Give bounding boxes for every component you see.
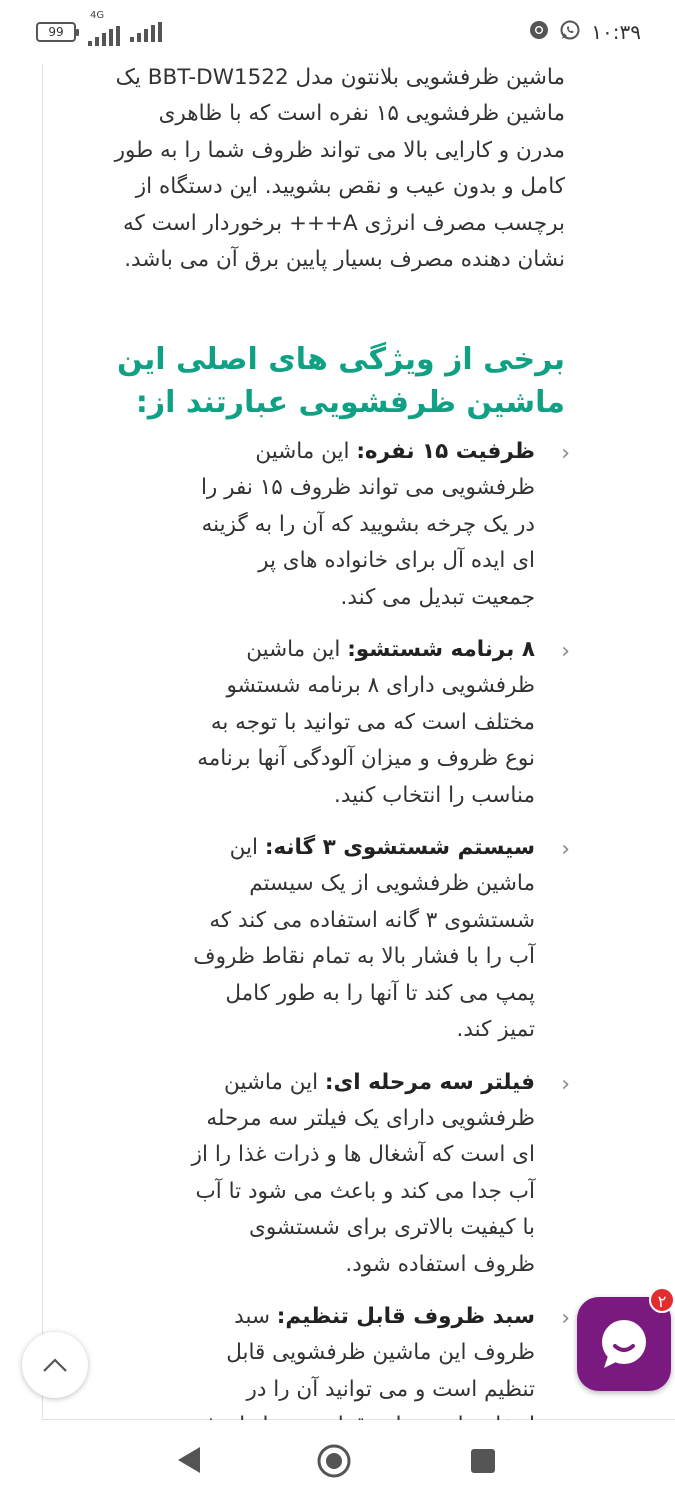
- feature-title: سبد ظروف قابل تنظیم:: [276, 1303, 535, 1329]
- chevron-left-icon: ‹: [561, 639, 570, 665]
- feature-title: ظرفیت ۱۵ نفره:: [356, 439, 535, 464]
- intro-paragraph: ماشین ظرفشویی بلانتون مدل BBT-DW1522 یک ماشین ظرفشویی ۱۵ نفره است که با ظاهری مدرن و کارایی بالا می تواند ظروف شما را به طور کامل و بدون عیب و نقص بشویید. این دستگاه از برچسب مصرف انرژی A+++ برخوردار است که نشان دهنده مصرف بسیار پایین برق آن می باشد.: [114, 65, 565, 273]
- feature-text: این ماشین ظرفشویی از یک سیستم شستشوی ۳ گانه استفاده می کند که آب را با فشار بالا به تمام نقاط ظروف پمپ می کند تا آنها را به طور کامل تمیز کند.: [193, 835, 535, 1043]
- feature-text: این ماشین ظرفشویی دارای ۸ برنامه شستشو مختلف است که می توانید با توجه به نوع ظروف و میزان آلودگی آنها برنامه مناسب را انتخاب کنید.: [197, 637, 535, 808]
- article-body: [0, 56, 675, 1420]
- chevron-left-icon: ‹: [561, 837, 570, 863]
- feature-text: سبد ظروف این ماشین ظرفشویی قابل تنظیم است و می توانید آن را در: [226, 1303, 535, 1402]
- whatsapp-icon: [559, 19, 581, 45]
- network-type: 4G: [90, 10, 105, 21]
- list-item: [190, 1065, 570, 1283]
- chevron-left-icon: ‹: [561, 1071, 570, 1097]
- status-bar: [0, 0, 675, 64]
- feature-title: ۸ برنامه شستشو:: [347, 637, 535, 663]
- features-heading: برخی از ویژگی های اصلی این ماشین ظرفشویی عبارتند از:: [116, 342, 565, 420]
- chevron-left-icon: ‹: [561, 1305, 570, 1331]
- chat-bubble-icon: [596, 1316, 652, 1372]
- list-item: [190, 434, 570, 616]
- scroll-to-top-button[interactable]: [22, 1332, 88, 1398]
- feature-text: این ماشین ظرفشویی دارای یک فیلتر سه مرحله ای است که آشغال ها و ذرات غذا را از آب جدا می کند و باعث می شود تا آب با کیفیت بالاتری برای شستشوی ظروف استفاده شود.: [191, 1069, 535, 1277]
- chrome-icon: [529, 20, 549, 44]
- signal-indicator: [88, 10, 120, 46]
- signal-bars-icon: [88, 26, 120, 46]
- chevron-up-icon: [42, 1357, 68, 1373]
- feature-title: فیلتر سه مرحله ای:: [324, 1069, 535, 1095]
- chevron-left-icon: ‹: [561, 441, 570, 466]
- features-list: [190, 434, 570, 1497]
- chat-badge: ۲: [649, 1287, 675, 1313]
- feature-title: سیستم شستشوی ۳ گانه:: [264, 835, 535, 861]
- clock: ۱۰:۳۹: [591, 20, 641, 44]
- system-nav-bar: [0, 1420, 675, 1500]
- feature-text: این ماشین ظرفشویی می تواند ظروف ۱۵ نفر را در یک چرخه بشویید که آن را به گزینه ای ایده آل برای خانواده های پر جمعیت تبدیل می کند.: [200, 439, 535, 610]
- back-icon[interactable]: [176, 1445, 202, 1479]
- chat-support-button[interactable]: [577, 1292, 671, 1391]
- recent-apps-icon[interactable]: [470, 1448, 496, 1478]
- home-icon[interactable]: [316, 1443, 352, 1483]
- list-item: [190, 830, 570, 1048]
- battery-indicator: 99: [36, 22, 76, 42]
- signal-bars-2-icon: [130, 22, 162, 42]
- list-item: [190, 632, 570, 814]
